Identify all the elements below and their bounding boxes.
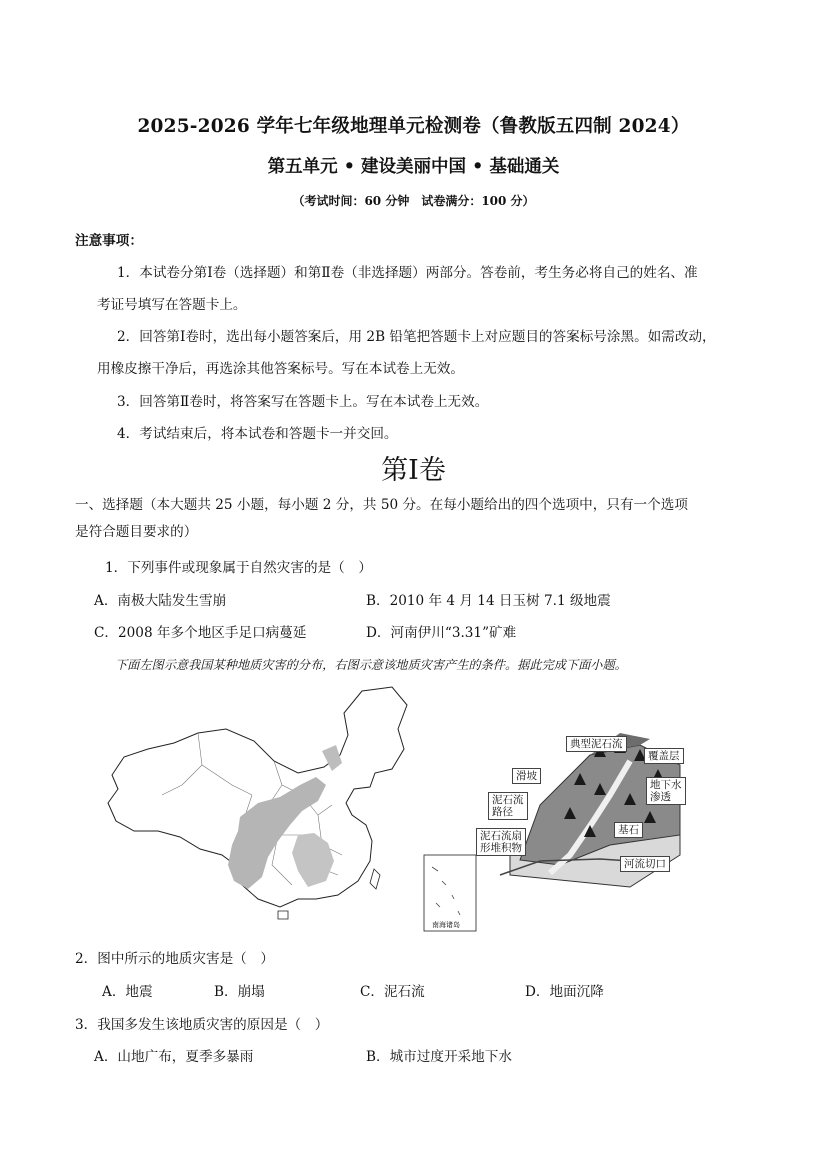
notice-item-1: 1．本试卷分第Ⅰ卷（选择题）和第Ⅱ卷（非选择题）两部分。答卷前，考生务必将自己的姓名、准 — [117, 265, 698, 281]
notice-item-2-cont: 用橡皮擦干净后，再选涂其他答案标号。写在本试卷上无效。 — [97, 361, 465, 377]
label-groundwater: 地下水 渗透 — [646, 777, 686, 805]
unit-subtitle: 第五单元 • 建设美丽中国 • 基础通关 — [267, 157, 560, 177]
china-distribution-map — [102, 685, 484, 935]
label-cover-layer: 覆盖层 — [644, 748, 684, 764]
notice-item-4: 4．考试结束后，将本试卷和答题卡一并交回。 — [117, 426, 398, 442]
q3-option-b: B．城市过度开采地下水 — [366, 1049, 512, 1065]
label-landslide: 滑坡 — [512, 768, 541, 784]
q3-option-a: A．山地广布，夏季多暴雨 — [94, 1049, 254, 1065]
label-river-cut: 河流切口 — [620, 856, 670, 872]
q2-option-d: D．地面沉降 — [525, 984, 604, 1000]
label-flow-path: 泥石流 路径 — [488, 792, 528, 820]
inset-label: 南海诸岛 — [432, 921, 460, 929]
hainan-island — [278, 911, 288, 919]
q1-option-d: D．河南伊川“3.31”矿难 — [366, 625, 517, 641]
south-china-sea-inset — [424, 855, 476, 931]
q3-stem: 3．我国多发生该地质灾害的原因是（ ） — [75, 1017, 329, 1033]
notice-item-1-cont: 考证号填写在答题卡上。 — [97, 297, 247, 313]
q1-option-b: B．2010 年 4 月 14 日玉树 7.1 级地震 — [366, 593, 611, 609]
notice-heading: 注意事项： — [75, 233, 143, 249]
figure-caption: 下面左图示意我国某种地质灾害的分布，右图示意该地质灾害产生的条件。据此完成下面小题。 — [115, 658, 627, 672]
section-intro-line1: 一、选择题（本大题共 25 小题，每小题 2 分，共 50 分。在每小题给出的四个选项中，只有一个选项 — [75, 497, 688, 513]
label-typical-debris-flow: 典型泥石流 — [566, 736, 627, 752]
exam-info: （考试时间：60 分钟 试卷满分：100 分） — [292, 194, 535, 208]
taiwan-island — [370, 869, 380, 889]
exam-title: 2025-2026 学年七年级地理单元检测卷（鲁教版五四制 2024） — [137, 116, 690, 137]
q2-option-b: B．崩塌 — [214, 984, 265, 1000]
q2-option-c: C．泥石流 — [360, 984, 425, 1000]
label-bedrock: 基石 — [614, 822, 643, 838]
label-fan-deposit: 泥石流扇 形堆积物 — [476, 828, 526, 856]
q2-stem: 2．图中所示的地质灾害是（ ） — [75, 951, 274, 967]
volume-heading: 第Ⅰ卷 — [381, 455, 446, 486]
q1-option-c: C．2008 年多个地区手足口病蔓延 — [94, 625, 307, 641]
q1-option-a: A．南极大陆发生雪崩 — [94, 593, 227, 609]
section-intro-line2: 是符合题目要求的） — [75, 524, 198, 540]
notice-item-3: 3．回答第Ⅱ卷时，将答案写在答题卡上。写在本试卷上无效。 — [117, 394, 489, 410]
q1-stem: 1．下列事件或现象属于自然灾害的是（ ） — [105, 560, 372, 576]
q2-option-a: A．地震 — [102, 984, 153, 1000]
notice-item-2: 2．回答第Ⅰ卷时，选出每小题答案后，用 2B 铅笔把答题卡上对应题目的答案标号涂黑。如需改动， — [117, 329, 716, 345]
